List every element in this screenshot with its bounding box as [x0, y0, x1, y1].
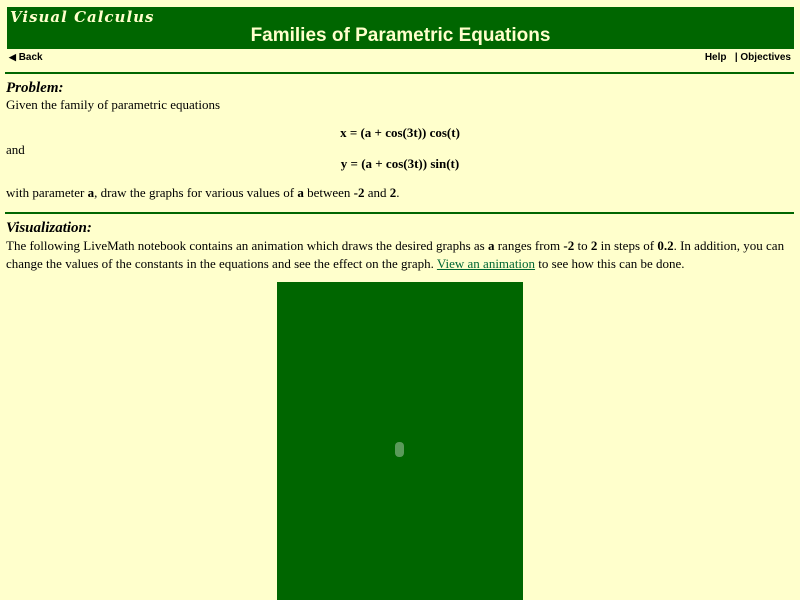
livemath-notebook-panel[interactable]: [277, 282, 523, 600]
top-right-nav: [705, 52, 791, 63]
divider: [5, 212, 794, 214]
problem-heading: Problem:: [6, 80, 64, 96]
view-animation-link[interactable]: View an animation: [436, 256, 536, 271]
problem-description: with parameter a, draw the graphs for various values of a between -2 and 2.: [6, 185, 400, 200]
header-banner: [7, 7, 794, 49]
brand-logo: Visual Calculus: [10, 8, 155, 26]
equation-y: y = (a + cos(3t)) sin(t): [340, 156, 460, 171]
back-arrow-icon: ◀: [9, 52, 16, 62]
page-title: Families of Parametric Equations: [250, 25, 551, 46]
back-link[interactable]: [9, 52, 43, 63]
visualization-text: The following LiveMath notebook contains an animation which draws the desired graphs as a ranges from -2 to 2 in steps of 0.2. In addition, you can change the values of the constants in the equations and see the effect on the graph. View an animation to see how this can be done.: [6, 238, 785, 271]
help-link[interactable]: Help: [704, 52, 727, 63]
problem-intro: Given the family of parametric equations: [6, 97, 221, 112]
equation-x: x = (a + cos(3t)) cos(t): [340, 125, 460, 140]
objectives-link[interactable]: | Objectives: [734, 52, 791, 63]
visualization-heading: Visualization:: [6, 220, 92, 236]
divider: [5, 72, 794, 74]
problem-and: and: [6, 142, 25, 157]
back-label: Back: [18, 52, 43, 63]
plugin-placeholder-icon: [395, 442, 404, 457]
